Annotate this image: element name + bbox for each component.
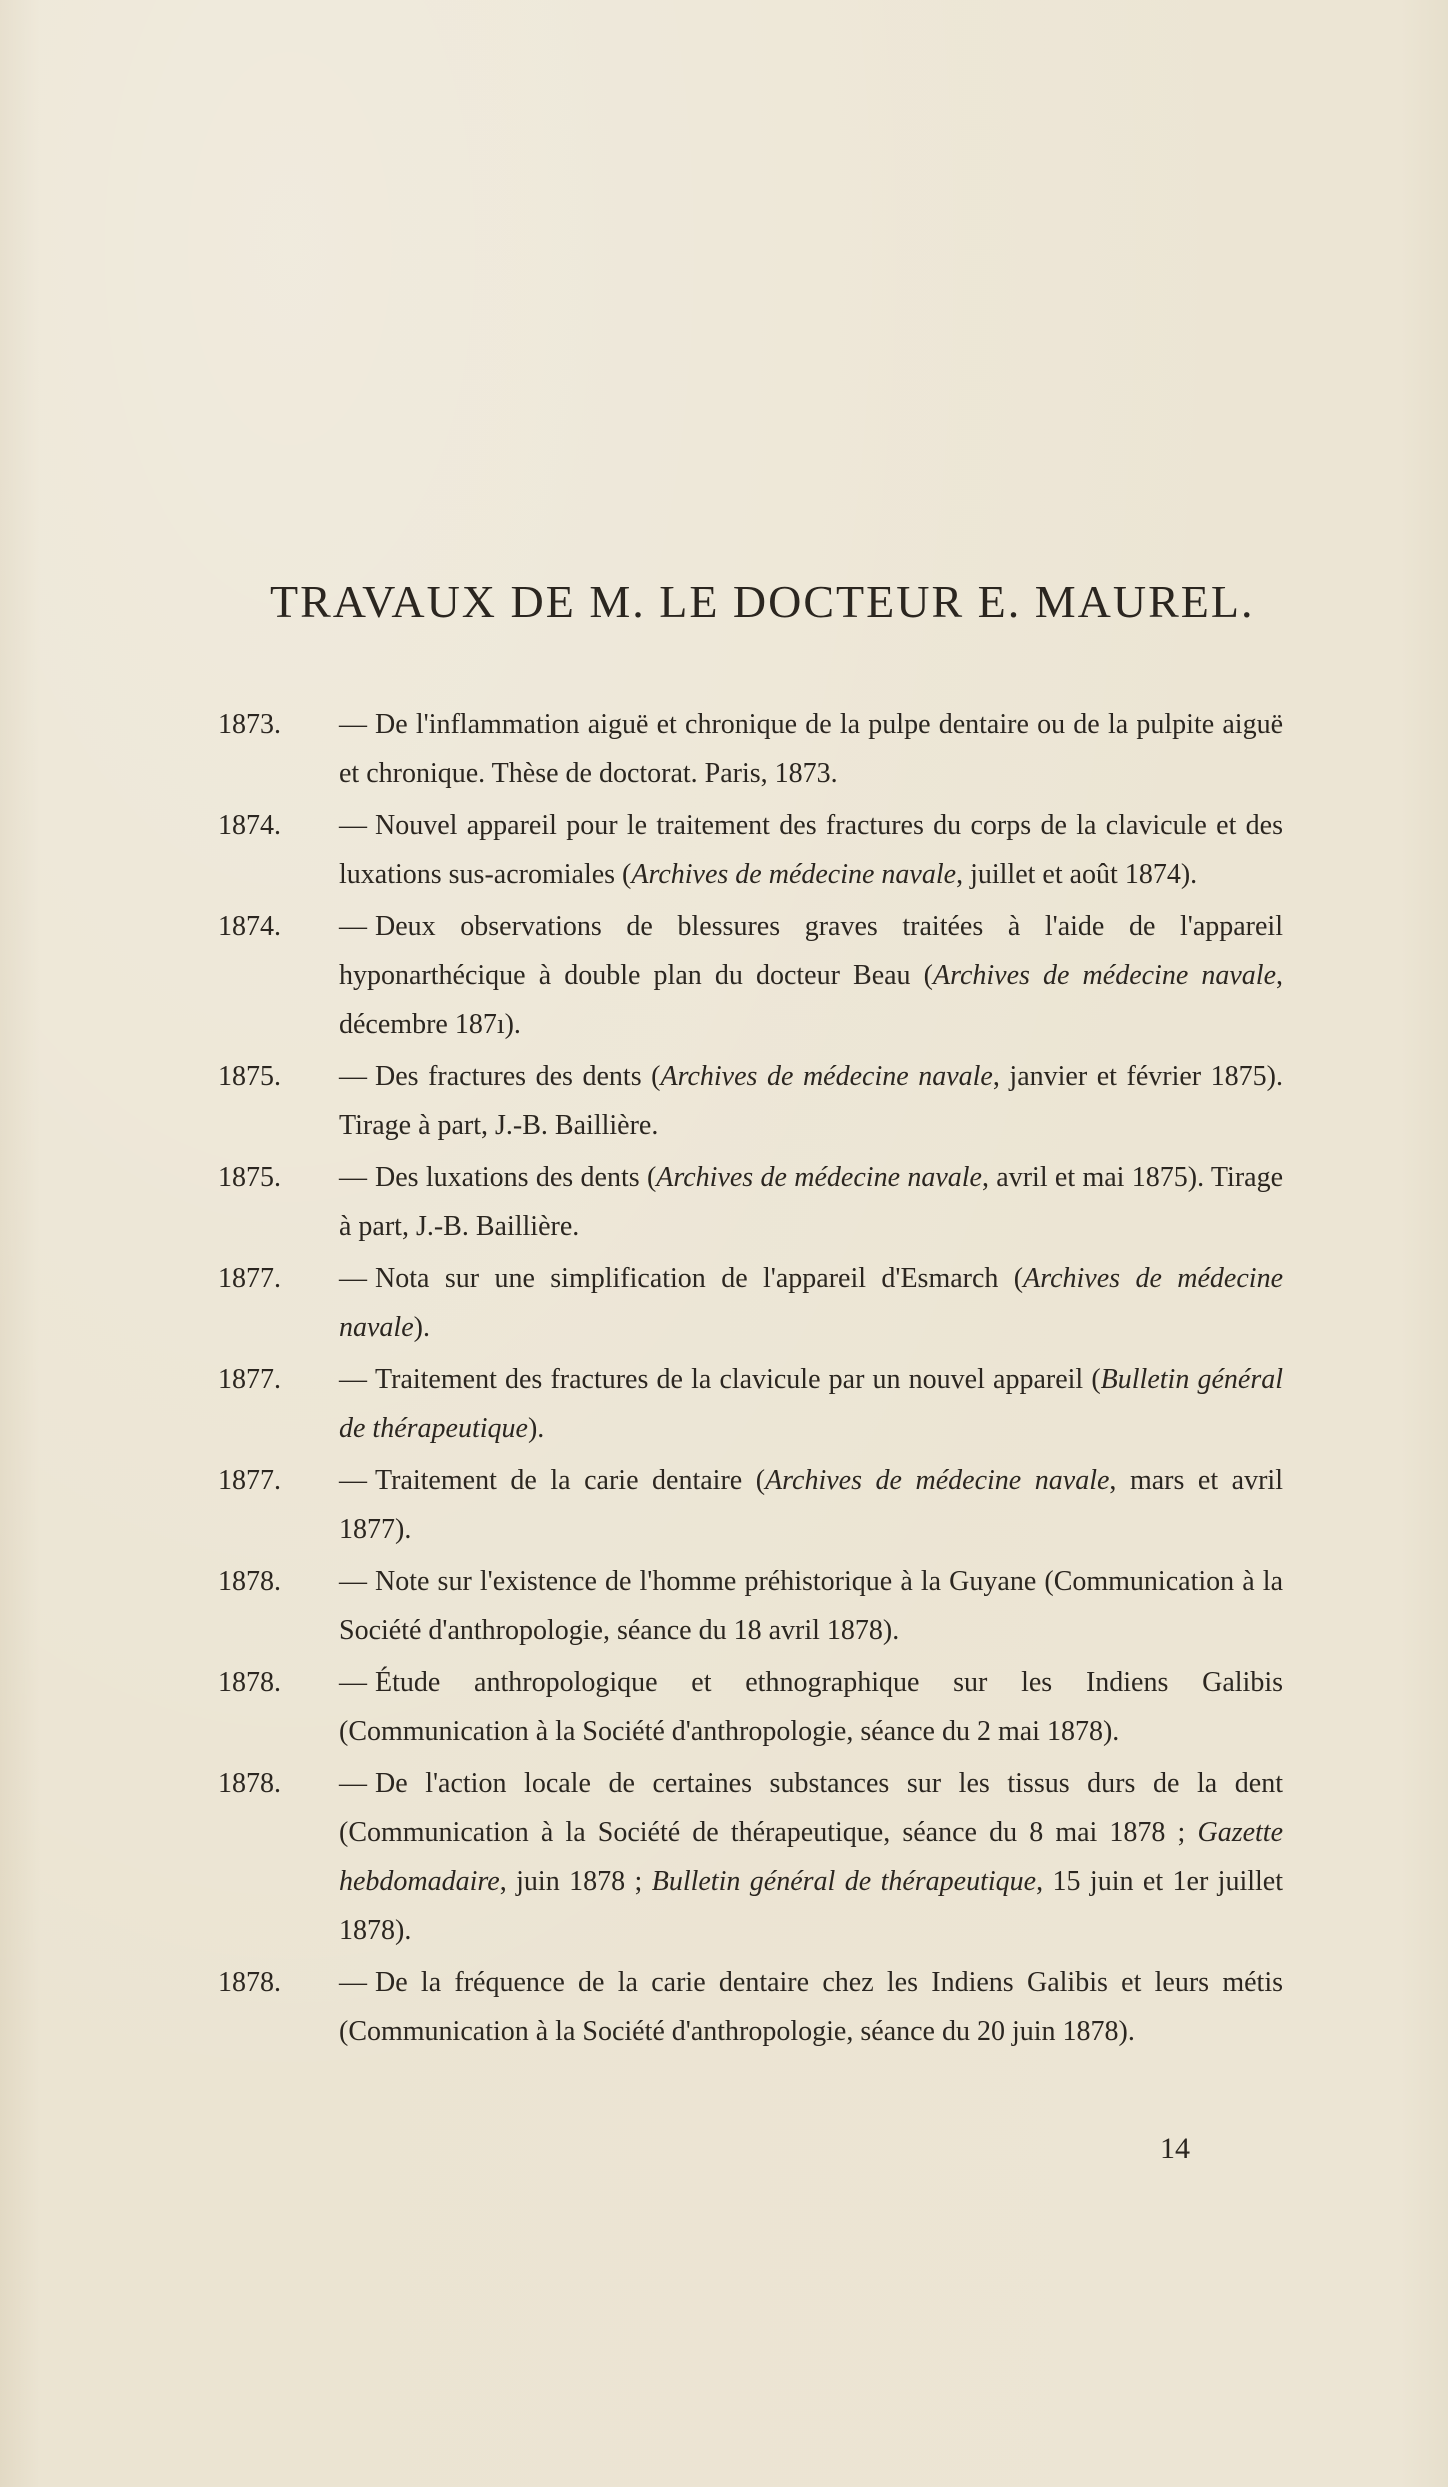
entry-year: 1877. [218,1364,281,1395]
entry-journal-title: Bulletin général de thérapeutique [339,1364,1283,1444]
bibliography-list [218,700,1283,2059]
entry-text: ). [413,1312,430,1343]
entry-journal-title: Bulletin général de thérapeutique [651,1866,1037,1897]
entry-dash: — [339,911,367,942]
entry-dash: — [339,1465,367,1496]
entry-dash: — [339,1768,367,1799]
entry-year: 1875. [218,1162,281,1193]
entry-dash: — [339,1263,367,1294]
entry-journal-title: Archives de médecine navale [656,1162,982,1193]
entry-text: , avril et mai 1875). Tirage à part, J.-B. Baillière. [339,1162,1284,1242]
entry-dash: — [339,1364,367,1395]
entry-text: Traitement de la carie dentaire ( [375,1465,766,1496]
bibliography-entry [218,1557,1283,1655]
entry-text: Des luxations des dents ( [375,1162,657,1193]
entry-dash: — [339,1061,367,1092]
entry-text: De la fréquence de la carie dentaire chez les Indiens Galibis et leurs métis (Communication à la Société d'anthropologie, séance du 20 juin 1878). [339,1967,1283,2047]
entry-text: , mars et avril 1877). [339,1465,1283,1545]
entry-year: 1878. [218,1768,281,1799]
entry-year: 1878. [218,1667,281,1698]
entry-text: , juillet et août 1874). [956,859,1198,890]
entry-year: 1874. [218,810,281,841]
entry-dash: — [339,709,367,740]
entry-year: 1874. [218,911,281,942]
entry-dash: — [339,1667,367,1698]
entry-journal-title: Archives de médecine navale [339,1263,1283,1343]
entry-text: Étude anthropologique et ethnographique sur les Indiens Galibis (Communication à la Société d'anthropologie, séance du 2 mai 1878). [339,1667,1283,1747]
entry-text: De l'inflammation aiguë et chronique de la pulpe dentaire ou de la pulpite aiguë et chronique. Thèse de doctorat. Paris, 1873. [339,709,1283,789]
entry-text: ). [527,1413,545,1444]
entry-text: De l'action locale de certaines substances sur les tissus durs de la dent (Communication à la Société de thérapeutique, séance du 8 mai 1878 ; [339,1768,1283,1848]
entry-text: Deux observations de blessures graves traitées à l'aide de l'appareil hyponarthécique à double plan du docteur Beau ( [339,911,1283,991]
page-number: 14 [1160,2132,1190,2165]
bibliography-entry [218,1153,1283,1251]
entry-text: Nouvel appareil pour le traitement des fractures du corps de la clavicule et des luxations sus-acromiales ( [339,810,1283,890]
entry-dash: — [339,1566,367,1597]
bibliography-entry [218,1958,1283,2056]
entry-journal-title: Archives de médecine navale [631,859,957,890]
entry-year: 1877. [218,1263,281,1294]
entry-text: , 15 juin et 1er juillet 1878). [339,1866,1284,1946]
entry-text: Note sur l'existence de l'homme préhistorique à la Guyane (Communication à la Société d'anthropologie, séance du 18 avril 1878). [339,1566,1283,1646]
entry-journal-title: Archives de médecine navale [765,1465,1110,1496]
bibliography-entry [218,1658,1283,1756]
entry-year: 1878. [218,1566,281,1597]
bibliography-entry [218,1759,1283,1955]
entry-text: Nota sur une simplification de l'appareil d'Esmarch ( [375,1263,1024,1294]
entry-journal-title: Archives de médecine navale [660,1061,993,1092]
entry-year: 1878. [218,1967,281,1998]
entry-dash: — [339,1967,367,1998]
bibliography-entry [218,1355,1283,1453]
entry-text: , décembre 187ı). [339,960,1283,1040]
bibliography-entry [218,1254,1283,1352]
entry-journal-title: Gazette hebdomadaire [339,1817,1283,1897]
bibliography-entry [218,1052,1283,1150]
entry-year: 1875. [218,1061,281,1092]
bibliography-entry [218,700,1283,798]
entry-dash: — [339,810,367,841]
bibliography-entry [218,902,1283,1049]
entry-text: Des fractures des dents ( [375,1061,661,1092]
entry-journal-title: Archives de médecine navale [932,960,1276,991]
entry-text: , janvier et février 1875). Tirage à part, J.-B. Baillière. [339,1061,1283,1141]
entry-year: 1873. [218,709,281,740]
page-title: TRAVAUX DE M. LE DOCTEUR E. MAUREL. [270,576,1255,627]
bibliography-entry [218,801,1283,899]
entry-year: 1877. [218,1465,281,1496]
bibliography-entry [218,1456,1283,1554]
entry-dash: — [339,1162,367,1193]
entry-text: , juin 1878 ; [499,1866,652,1897]
entry-text: Traitement des fractures de la clavicule par un nouvel appareil ( [375,1364,1101,1395]
